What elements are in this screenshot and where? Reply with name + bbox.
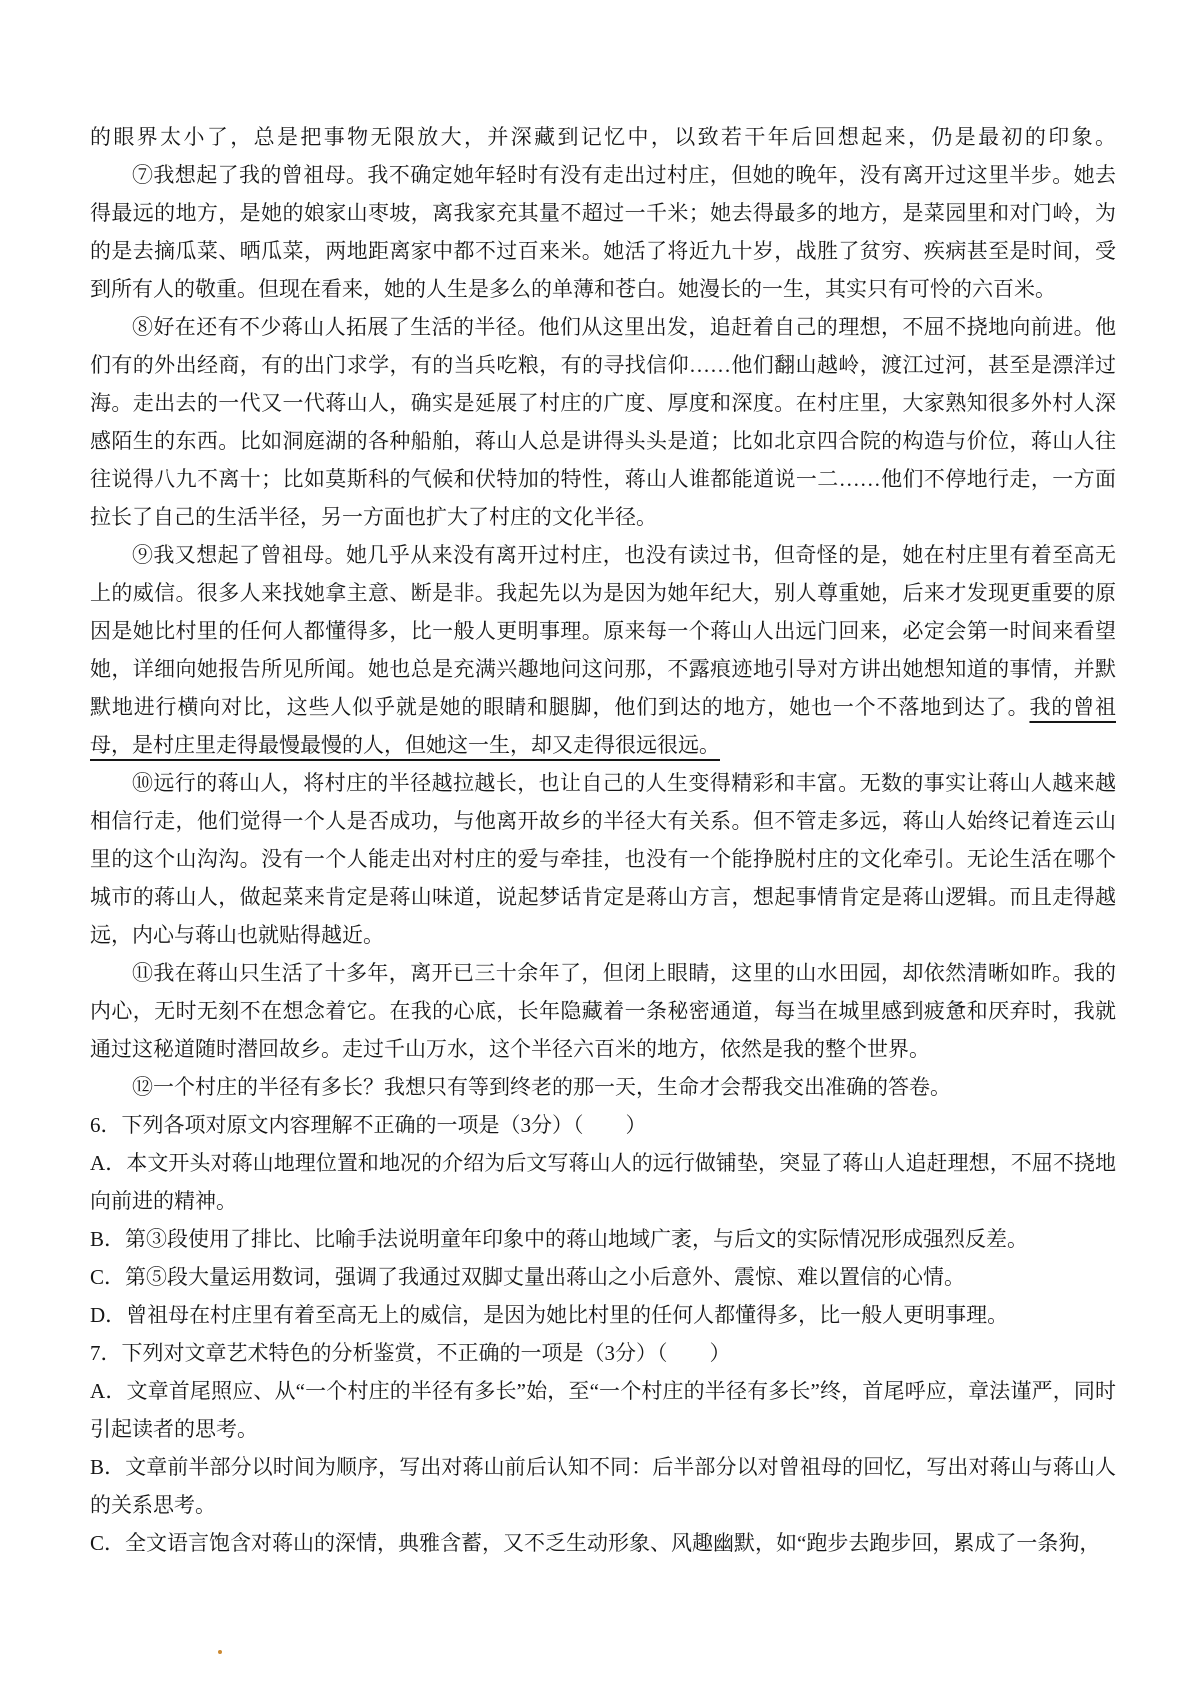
option-line	[90, 1448, 1116, 1524]
paragraph-text: ⑨我又想起了曾祖母。她几乎从来没有离开过村庄，也没有读过书，但奇怪的是，她在村庄里有着至高无上的威信。很多人来找她拿主意、断是非。我起先以为是因为她年纪大，别人尊重她，后来才发现更重要的原因是她比村里的任何人都懂得多，比一般人更明事理。原来每一个蒋山人出远门回来，必定会第一时间来看望她，详细向她报告所见所闻。她也总是充满兴趣地问这问那，不露痕迹地引导对方讲出她想知道的事情，并默默地进行横向对比，这些人似乎就是她的眼睛和腿脚，他们到达的地方，她也一个不落地到达了。	[90, 543, 1116, 719]
option-line	[90, 1524, 1116, 1562]
passage-paragraph	[90, 308, 1116, 536]
paragraph-text: 6．下列各项对原文内容理解不正确的一项是（3分）（ ）	[90, 1113, 647, 1137]
passage-paragraph	[90, 536, 1116, 764]
option-line	[90, 1258, 1116, 1296]
paragraph-text: 的眼界太小了，总是把事物无限放大，并深藏到记忆中，以致若干年后回想起来，仍是最初的印象。	[90, 125, 1116, 149]
paragraph-text: A．文章首尾照应、从“一个村庄的半径有多长”始，至“一个村庄的半径有多长”终，首尾呼应，章法谨严，同时引起读者的思考。	[90, 1379, 1116, 1441]
reading-passage-and-questions	[90, 118, 1116, 1562]
paragraph-text: ⑫一个村庄的半径有多长？我想只有等到终老的那一天，生命才会帮我交出准确的答卷。	[132, 1075, 951, 1099]
option-line	[90, 1296, 1116, 1334]
option-line	[90, 1144, 1116, 1220]
paragraph-text: A．本文开头对蒋山地理位置和地况的介绍为后文写蒋山人的远行做铺垫，突显了蒋山人追赶理想，不屈不挠地向前进的精神。	[90, 1151, 1116, 1213]
question-line	[90, 1106, 1116, 1144]
option-line	[90, 1220, 1116, 1258]
option-line	[90, 1372, 1116, 1448]
paragraph-text: B．第③段使用了排比、比喻手法说明童年印象中的蒋山地域广袤，与后文的实际情况形成强烈反差。	[90, 1227, 1029, 1251]
paragraph-text: 7．下列对文章艺术特色的分析鉴赏，不正确的一项是（3分）（ ）	[90, 1341, 731, 1365]
passage-paragraph	[90, 764, 1116, 954]
paragraph-text: ⑧好在还有不少蒋山人拓展了生活的半径。他们从这里出发，追赶着自己的理想，不屈不挠地向前进。他们有的外出经商，有的出门求学，有的当兵吃粮，有的寻找信仰……他们翻山越岭，渡江过河，甚至是漂洋过海。走出去的一代又一代蒋山人，确实是延展了村庄的广度、厚度和深度。在村庄里，大家熟知很多外村人深感陌生的东西。比如洞庭湖的各种船舶，蒋山人总是讲得头头是道；比如北京四合院的构造与价位，蒋山人往往说得八九不离十；比如莫斯科的气候和伏特加的特性，蒋山人谁都能道说一二……他们不停地行走，一方面拉长了自己的生活半径，另一方面也扩大了村庄的文化半径。	[90, 315, 1116, 529]
paragraph-text: C．第⑤段大量运用数词，强调了我通过双脚丈量出蒋山之小后意外、震惊、难以置信的心情。	[90, 1265, 966, 1289]
question-line	[90, 1334, 1116, 1372]
passage-paragraph	[90, 954, 1116, 1068]
paragraph-text: ⑩远行的蒋山人，将村庄的半径越拉越长，也让自己的人生变得精彩和丰富。无数的事实让蒋山人越来越相信行走，他们觉得一个人是否成功，与他离开故乡的半径大有关系。但不管走多远，蒋山人始终记着连云山里的这个山沟沟。没有一个人能走出对村庄的爱与牵挂，也没有一个能挣脱村庄的文化牵引。无论生活在哪个城市的蒋山人，做起菜来肯定是蒋山味道，说起梦话肯定是蒋山方言，想起事情肯定是蒋山逻辑。而且走得越远，内心与蒋山也就贴得越近。	[90, 771, 1116, 947]
paragraph-text: B．文章前半部分以时间为顺序，写出对蒋山前后认知不同：后半部分以对曾祖母的回忆，写出对蒋山与蒋山人的关系思考。	[90, 1455, 1116, 1517]
paragraph-text: C．全文语言饱含对蒋山的深情，典雅含蓄，又不乏生动形象、风趣幽默，如“跑步去跑步回，累成了一条狗，	[90, 1531, 1101, 1555]
scan-artifact-dot	[218, 1650, 222, 1654]
passage-paragraph	[90, 1068, 1116, 1106]
paragraph-text: ⑪我在蒋山只生活了十多年，离开已三十余年了，但闭上眼睛，这里的山水田园，却依然清晰如昨。我的内心，无时无刻不在想念着它。在我的心底，长年隐藏着一条秘密通道，每当在城里感到疲惫和厌弃时，我就通过这秘道随时潜回故乡。走过千山万水，这个半径六百米的地方，依然是我的整个世界。	[90, 961, 1116, 1061]
paragraph-text: D．曾祖母在村庄里有着至高无上的威信，是因为她比村里的任何人都懂得多，比一般人更明事理。	[90, 1303, 1009, 1327]
passage-paragraph	[90, 156, 1116, 308]
paragraph-text: ⑦我想起了我的曾祖母。我不确定她年轻时有没有走出过村庄，但她的晚年，没有离开过这里半步。她去得最远的地方，是她的娘家山枣坡，离我家充其量不超过一千米；她去得最多的地方，是菜园里和对门岭，为的是去摘瓜菜、晒瓜菜，两地距离家中都不过百来米。她活了将近九十岁，战胜了贫穷、疾病甚至是时间，受到所有人的敬重。但现在看来，她的人生是多么的单薄和苍白。她漫长的一生，其实只有可怜的六百米。	[90, 163, 1116, 301]
underlined-sentence: 我的曾祖母，是村庄里走得最慢最慢的人，但她这一生，却又走得很远很远。	[90, 695, 1116, 757]
passage-continuation-line	[90, 118, 1116, 156]
